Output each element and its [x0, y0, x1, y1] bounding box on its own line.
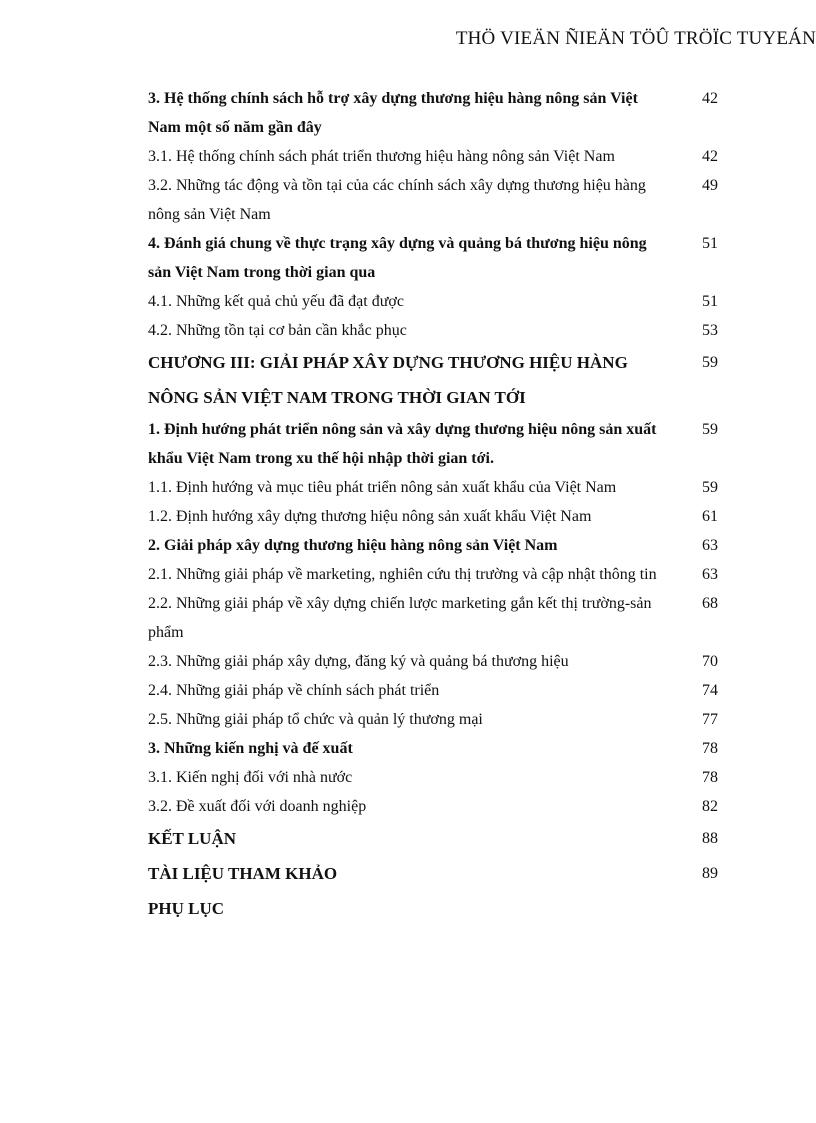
toc-entry [148, 891, 718, 926]
toc-entry-title: 3. Hệ thống chính sách hỗ trợ xây dựng thương hiệu hàng nông sản Việt Nam một số năm gần đây [148, 90, 638, 136]
toc-entry-title: 2. Giải pháp xây dựng thương hiệu hàng nông sản Việt Nam [148, 537, 558, 554]
toc-entry-page: 59 [702, 479, 718, 496]
toc-entry-page: 59 [702, 421, 718, 438]
toc-entry-page: 77 [702, 711, 718, 728]
toc-entry-page: 68 [702, 595, 718, 612]
toc-entry-page: 88 [702, 830, 718, 847]
toc-entry [148, 502, 718, 531]
toc-entry-title: 3.2. Những tác động và tồn tại của các chính sách xây dựng thương hiệu hàng nông sản Việt Nam [148, 177, 646, 223]
toc-entry-page: 42 [702, 148, 718, 165]
toc-entry [148, 676, 718, 705]
toc-entry-page: 70 [702, 653, 718, 670]
toc-entry-title: 2.4. Những giải pháp về chính sách phát triển [148, 682, 440, 699]
toc-entry-page: 51 [702, 293, 718, 310]
toc-entry [148, 792, 718, 821]
toc-entry [148, 734, 718, 763]
toc-entry-title: 4.1. Những kết quả chủ yếu đã đạt được [148, 293, 404, 310]
table-of-contents [148, 84, 718, 926]
toc-entry [148, 473, 718, 502]
toc-entry-page: 74 [702, 682, 718, 699]
toc-entry-title: 2.3. Những giải pháp xây dựng, đăng ký và quảng bá thương hiệu [148, 653, 569, 670]
toc-entry [148, 229, 718, 287]
toc-entry [148, 171, 718, 229]
toc-entry [148, 856, 718, 891]
toc-entry-page: 63 [702, 566, 718, 583]
toc-entry [148, 705, 718, 734]
toc-entry-title: 3. Những kiến nghị và đế xuất [148, 740, 353, 757]
toc-entry [148, 316, 718, 345]
toc-entry-title: 1. Định hướng phát triển nông sản và xây dựng thương hiệu nông sản xuất khẩu Việt Nam trong xu thế hội nhập thời gian tới. [148, 421, 657, 467]
toc-entry-title: PHỤ LỤC [148, 899, 225, 918]
toc-entry-page: 78 [702, 769, 718, 786]
toc-entry [148, 415, 718, 473]
toc-entry [148, 287, 718, 316]
toc-entry [148, 589, 718, 647]
toc-entry [148, 763, 718, 792]
toc-entry-title: TÀI LIỆU THAM KHẢO [148, 864, 338, 883]
toc-entry-page: 49 [702, 177, 718, 194]
toc-entry-title: KẾT LUẬN [148, 829, 237, 848]
toc-entry-page: 78 [702, 740, 718, 757]
page-header: THÖ VIEÄN ÑIEÄN TÖÛ TRÖÏC TUYEÁN [455, 28, 816, 49]
toc-entry [148, 531, 718, 560]
toc-entry-title: 3.1. Hệ thống chính sách phát triển thương hiệu hàng nông sản Việt Nam [148, 148, 615, 165]
toc-entry-title: 4. Đánh giá chung về thực trạng xây dựng và quảng bá thương hiệu nông sản Việt Nam trong thời gian qua [148, 235, 647, 281]
toc-entry-page: 63 [702, 537, 718, 554]
toc-entry [148, 560, 718, 589]
toc-entry-title: 1.2. Định hướng xây dựng thương hiệu nông sản xuất khẩu Việt Nam [148, 508, 592, 525]
toc-entry-title: CHƯƠNG III: GIẢI PHÁP XÂY DỰNG THƯƠNG HIỆU HÀNG NÔNG SẢN VIỆT NAM TRONG THỜI GIAN TỚI [148, 353, 628, 407]
toc-entry-title: 2.1. Những giải pháp về marketing, nghiên cứu thị trường và cập nhật thông tin [148, 566, 657, 583]
toc-entry [148, 142, 718, 171]
toc-entry-page: 53 [702, 322, 718, 339]
toc-entry-title: 1.1. Định hướng và mục tiêu phát triển nông sản xuất khẩu của Việt Nam [148, 479, 617, 496]
toc-entry [148, 345, 718, 415]
toc-entry-page: 51 [702, 235, 718, 252]
toc-entry [148, 84, 718, 142]
toc-entry-title: 3.2. Đề xuất đối với doanh nghiệp [148, 798, 367, 815]
toc-entry-title: 2.5. Những giải pháp tổ chức và quản lý thương mại [148, 711, 483, 728]
toc-entry [148, 821, 718, 856]
toc-entry-page: 89 [702, 865, 718, 882]
toc-entry-page: 42 [702, 90, 718, 107]
toc-entry-title: 2.2. Những giải pháp về xây dựng chiến lược marketing gắn kết thị trường-sản phẩm [148, 595, 652, 641]
toc-entry-title: 3.1. Kiến nghị đối với nhà nước [148, 769, 353, 786]
toc-entry-page: 59 [702, 354, 718, 371]
toc-entry-title: 4.2. Những tồn tại cơ bản cần khắc phục [148, 322, 407, 339]
toc-entry-page: 61 [702, 508, 718, 525]
toc-entry [148, 647, 718, 676]
toc-entry-page: 82 [702, 798, 718, 815]
